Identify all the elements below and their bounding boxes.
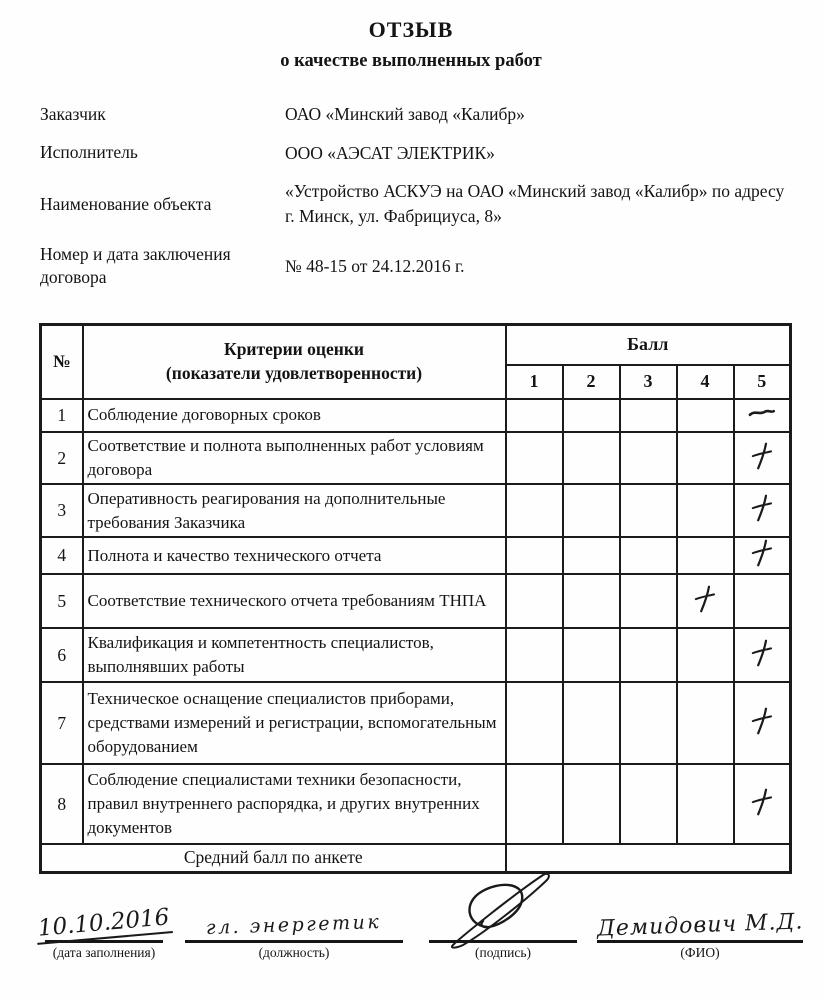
name-line — [597, 898, 803, 943]
score-cell-2 — [563, 432, 620, 484]
score-cell-2 — [563, 484, 620, 537]
score-cell-3 — [620, 682, 677, 764]
criterion-text: Соблюдение специалистами техники безопасности, правил внутреннего распорядка, и других внутренних документов — [83, 764, 506, 844]
field-customer — [40, 102, 792, 127]
score-cell-1 — [506, 399, 563, 432]
handwritten-check-mark — [750, 787, 774, 821]
field-label: Исполнитель — [40, 142, 138, 163]
score-cell-1 — [506, 682, 563, 764]
score-cell-3 — [620, 399, 677, 432]
average-score-row — [41, 844, 791, 872]
row-number: 8 — [41, 764, 83, 844]
score-cell-5 — [734, 399, 791, 432]
handwritten-fill-date: 10.10.2016 — [35, 904, 173, 945]
score-cell-4 — [677, 574, 734, 628]
column-header-score-5: 5 — [734, 365, 791, 399]
score-cell-2 — [563, 537, 620, 574]
column-header-score-4: 4 — [677, 365, 734, 399]
row-number: 7 — [41, 682, 83, 764]
score-cell-1 — [506, 574, 563, 628]
score-cell-5 — [734, 432, 791, 484]
criteria-score-table — [39, 323, 792, 874]
column-header-criteria — [83, 324, 506, 399]
position-block — [185, 898, 403, 961]
field-value: ООО «АЭСАТ ЭЛЕКТРИК» — [285, 142, 495, 163]
field-value: № 48-15 от 24.12.2016 г. — [285, 255, 465, 276]
field-label: Наименование объекта — [40, 193, 212, 214]
table-row — [41, 484, 791, 537]
score-cell-4 — [677, 628, 734, 682]
score-cell-2 — [563, 764, 620, 844]
table-row — [41, 628, 791, 682]
score-cell-3 — [620, 764, 677, 844]
row-number: 5 — [41, 574, 83, 628]
column-header-score-3: 3 — [620, 365, 677, 399]
field-object-name — [40, 179, 792, 230]
score-cell-4 — [677, 682, 734, 764]
criteria-table-body — [41, 399, 791, 844]
field-contract-number-date — [40, 243, 792, 290]
score-cell-1 — [506, 432, 563, 484]
handwritten-check-mark — [693, 584, 717, 618]
column-header-score-group: Балл — [506, 324, 791, 365]
fill-date-caption: (дата заполнения) — [52, 945, 156, 960]
field-value: «Устройство АСКУЭ на ОАО «Минский завод «Калибр» по адресу г. Минск, ул. Фабрициуса, 8» — [285, 180, 785, 227]
signature-caption: (подпись) — [474, 945, 532, 960]
score-cell-5 — [734, 574, 791, 628]
score-cell-1 — [506, 628, 563, 682]
score-cell-1 — [506, 537, 563, 574]
score-cell-4 — [677, 484, 734, 537]
signature-block — [429, 898, 577, 961]
page-title: ОТЗЫВ — [368, 17, 454, 42]
table-row — [41, 764, 791, 844]
average-score-label: Средний балл по анкете — [41, 844, 506, 872]
field-label: Номер и дата заключения договора — [40, 243, 231, 288]
score-cell-1 — [506, 484, 563, 537]
handwritten-check-mark — [750, 493, 774, 527]
header-fields — [40, 102, 792, 290]
table-row — [41, 432, 791, 484]
criteria-header-line1: Критерии оценки — [224, 339, 364, 360]
column-header-number: № — [41, 324, 83, 399]
table-footer — [41, 844, 791, 872]
score-cell-3 — [620, 628, 677, 682]
score-cell-5 — [734, 537, 791, 574]
column-header-score-1: 1 — [506, 365, 563, 399]
page-subtitle: о качестве выполненных работ — [280, 51, 542, 72]
score-cell-2 — [563, 628, 620, 682]
score-cell-3 — [620, 432, 677, 484]
signature-line — [429, 898, 577, 943]
row-number: 6 — [41, 628, 83, 682]
field-value: ОАО «Минский завод «Калибр» — [285, 104, 525, 125]
criterion-text: Техническое оснащение специалистов приборами, средствами измерений и регистрации, вспомогательным оборудованием — [83, 682, 506, 764]
fill-date-line — [37, 898, 171, 943]
handwritten-check-mark — [750, 538, 774, 572]
score-cell-2 — [563, 682, 620, 764]
position-line — [185, 898, 403, 943]
score-cell-2 — [563, 399, 620, 432]
criterion-text: Соответствие технического отчета требованиям ТНПА — [83, 574, 506, 628]
score-cell-3 — [620, 574, 677, 628]
signature-strip — [37, 898, 804, 961]
score-cell-2 — [563, 574, 620, 628]
criteria-header-line2: (показатели удовлетворенности) — [165, 362, 423, 383]
table-row — [41, 399, 791, 432]
signature-scribble-icon — [437, 867, 567, 954]
score-cell-5 — [734, 628, 791, 682]
score-cell-4 — [677, 432, 734, 484]
column-header-score-2: 2 — [563, 365, 620, 399]
row-number: 4 — [41, 537, 83, 574]
score-cell-1 — [506, 764, 563, 844]
row-number: 2 — [41, 432, 83, 484]
field-label: Заказчик — [40, 104, 106, 125]
handwritten-check-mark — [750, 706, 774, 740]
criterion-text: Полнота и качество технического отчета — [83, 537, 506, 574]
criterion-text: Соблюдение договорных сроков — [83, 399, 506, 432]
handwritten-name: Демидович М.Д. — [596, 909, 804, 942]
criterion-text: Оперативность реагирования на дополнительные требования Заказчика — [83, 484, 506, 537]
field-contractor — [40, 141, 792, 166]
handwritten-check-mark — [750, 441, 774, 475]
table-header — [41, 324, 791, 399]
score-cell-5 — [734, 682, 791, 764]
row-number: 1 — [41, 399, 83, 432]
table-row — [41, 682, 791, 764]
handwritten-dash-mark — [747, 405, 776, 426]
name-block — [597, 898, 803, 961]
handwritten-position: гл. энергетик — [205, 910, 382, 940]
score-cell-4 — [677, 537, 734, 574]
table-row — [41, 574, 791, 628]
table-row — [41, 537, 791, 574]
score-cell-5 — [734, 764, 791, 844]
score-cell-4 — [677, 764, 734, 844]
fill-date-block — [37, 898, 171, 961]
criterion-text: Квалификация и компетентность специалистов, выполнявших работы — [83, 628, 506, 682]
handwritten-check-mark — [750, 638, 774, 672]
document-heading — [0, 0, 822, 72]
score-cell-4 — [677, 399, 734, 432]
criterion-text: Соответствие и полнота выполненных работ условиям договора — [83, 432, 506, 484]
score-cell-5 — [734, 484, 791, 537]
row-number: 3 — [41, 484, 83, 537]
position-caption: (должность) — [258, 945, 330, 960]
name-caption: (ФИО) — [680, 945, 720, 960]
score-cell-3 — [620, 484, 677, 537]
score-cell-3 — [620, 537, 677, 574]
